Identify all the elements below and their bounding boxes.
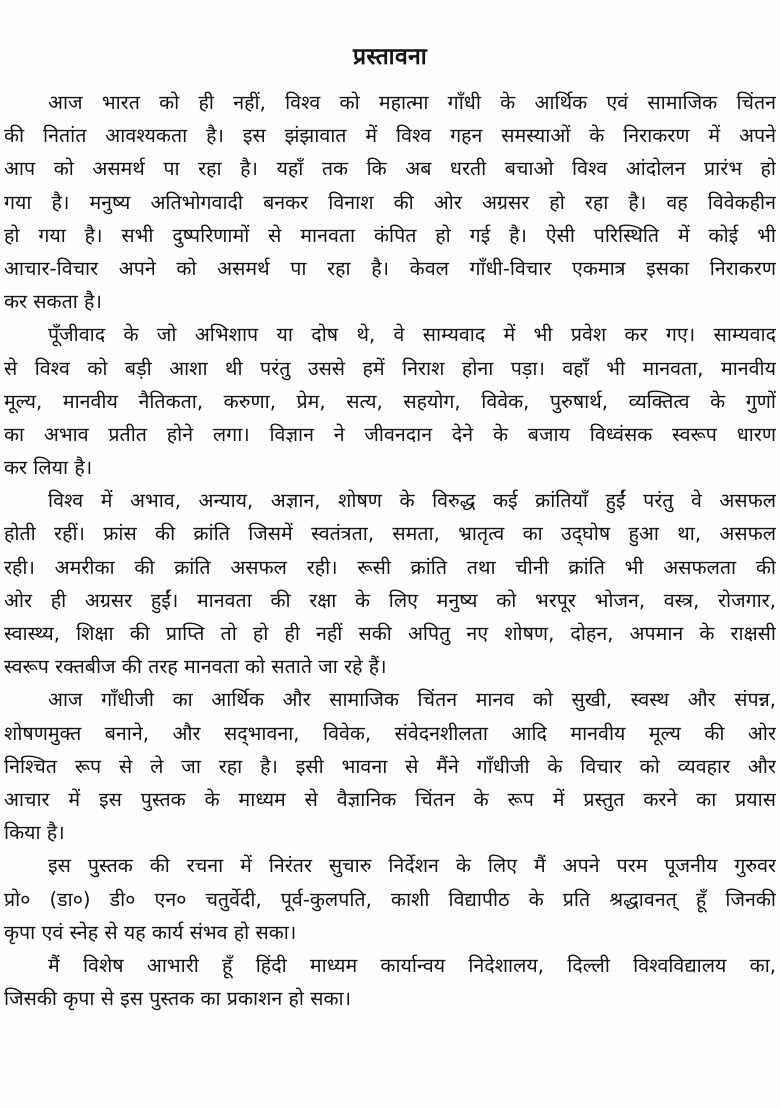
text-line: होती रहीं। फ्रांस की क्रांति जिसमें स्वतंत्रता, समता, भ्रातृत्व का उद्‌घोष हुआ था, असफल	[4, 522, 776, 546]
paragraph-3	[4, 484, 776, 683]
paragraph-1	[4, 86, 776, 318]
text-line: आचार में इस पुस्तक के माध्यम से वैज्ञानिक चिंतन के रूप में प्रस्तुत करने का प्रयास	[4, 787, 776, 811]
text-line: आज भारत को ही नहीं, विश्व को महात्मा गाँधी के आर्थिक एवं सामाजिक चिंतन	[48, 91, 776, 114]
paragraph-2	[4, 318, 776, 484]
text-line: विश्व में अभाव, अन्याय, अज्ञान, शोषण के विरुद्ध कई क्रांतियाँ हुईं परंतु वे असफल	[48, 489, 776, 513]
text-line: स्वास्थ्य, शिक्षा की प्राप्ति तो हो ही नहीं सकी अपितु नए शोषण, दोहन, अपमान के राक्षसी	[4, 622, 776, 645]
text-line: इस पुस्तक की रचना में निरंतर सुचारु निर्देशन के लिए मैं अपने परम पूजनीय गुरुवर	[48, 854, 776, 878]
text-line: प्रो० (डा०) डी० एन० चतुर्वेदी, पूर्व-कुलपति, काशी विद्यापीठ के प्रति श्रद्धावनत् हूँ जिनकी	[4, 887, 776, 911]
text-line: से विश्व को बड़ी आशा थी परंतु उससे हमें निराश होना पड़ा। वहाँ भी मानवता, मानवीय	[4, 356, 776, 380]
text-line: कर लिया है।	[4, 456, 93, 480]
text-line: शोषणमुक्त बनाने, और सद्‌भावना, विवेक, संवेदनशीलता आदि मानवीय मूल्य की ओर	[4, 721, 776, 745]
document-body	[4, 86, 776, 1015]
text-line: आज गाँधीजी का आर्थिक और सामाजिक चिंतन मानव को सुखी, स्वस्थ और संपन्न,	[48, 688, 776, 712]
text-line: गया है। मनुष्य अतिभोगवादी बनकर विनाश की ओर अग्रसर हो रहा है। वह विवेकहीन	[4, 190, 776, 214]
text-line: रही। अमरीका की क्रांति असफल रही। रूसी क्रांति तथा चीनी क्रांति भी असफलता की	[4, 555, 776, 579]
paragraph-4	[4, 683, 776, 849]
text-line: का अभाव प्रतीत होने लगा। विज्ञान ने जीवनदान देने के बजाय विध्वंसक स्वरूप धारण	[4, 422, 776, 446]
text-line: निश्चित रूप से ले जा रहा है। इसी भावना से मैंने गाँधीजी के विचार को व्यवहार और	[4, 754, 776, 778]
text-line: हो गया है। सभी दुष्परिणामों से मानवता कंपित हो गई है। ऐसी परिस्थिति में कोई भी	[4, 223, 776, 247]
text-line: किया है।	[4, 821, 65, 845]
text-line: पूँजीवाद के जो अभिशाप या दोष थे, वे साम्यवाद में भी प्रवेश कर गए। साम्यवाद	[48, 323, 776, 347]
text-line: कर सकता है।	[4, 290, 102, 314]
paragraph-5	[4, 849, 776, 949]
text-line: आप को असमर्थ पा रहा है। यहाँ तक कि अब धरती बचाओ विश्व आंदोलन प्रारंभ हो	[4, 157, 776, 181]
text-line: स्वरूप रक्तबीज की तरह मानवता को सताते जा रहे हैं।	[4, 655, 387, 679]
text-line: ओर ही अग्रसर हुईं। मानवता की रक्षा के लिए मनुष्य को भरपूर भोजन, वस्त्र, रोजगार,	[4, 588, 776, 612]
text-line: की नितांत आवश्यकता है। इस झंझावात में विश्व गहन समस्याओं के निराकरण में अपने	[4, 124, 776, 148]
page-title: प्रस्तावना	[352, 44, 428, 70]
text-line: जिसकी कृपा से इस पुस्तक का प्रकाशन हो सका।	[4, 987, 352, 1011]
text-line: आचार-विचार अपने को असमर्थ पा रहा है। केवल गाँधी-विचार एकमात्र इसका निराकरण	[4, 256, 776, 280]
paragraph-6	[4, 949, 776, 1015]
text-line: कृपा एवं स्नेह से यह कार्य संभव हो सका।	[4, 920, 297, 944]
text-line: मैं विशेष आभारी हूँ हिंदी माध्यम कार्यान्वय निदेशालय, दिल्ली विश्वविद्यालय का,	[48, 953, 776, 977]
text-line: मूल्य, मानवीय नैतिकता, करुणा, प्रेम, सत्य, सहयोग, विवेक, पुरुषार्थ, व्यक्तित्व के गुणों	[4, 389, 776, 413]
